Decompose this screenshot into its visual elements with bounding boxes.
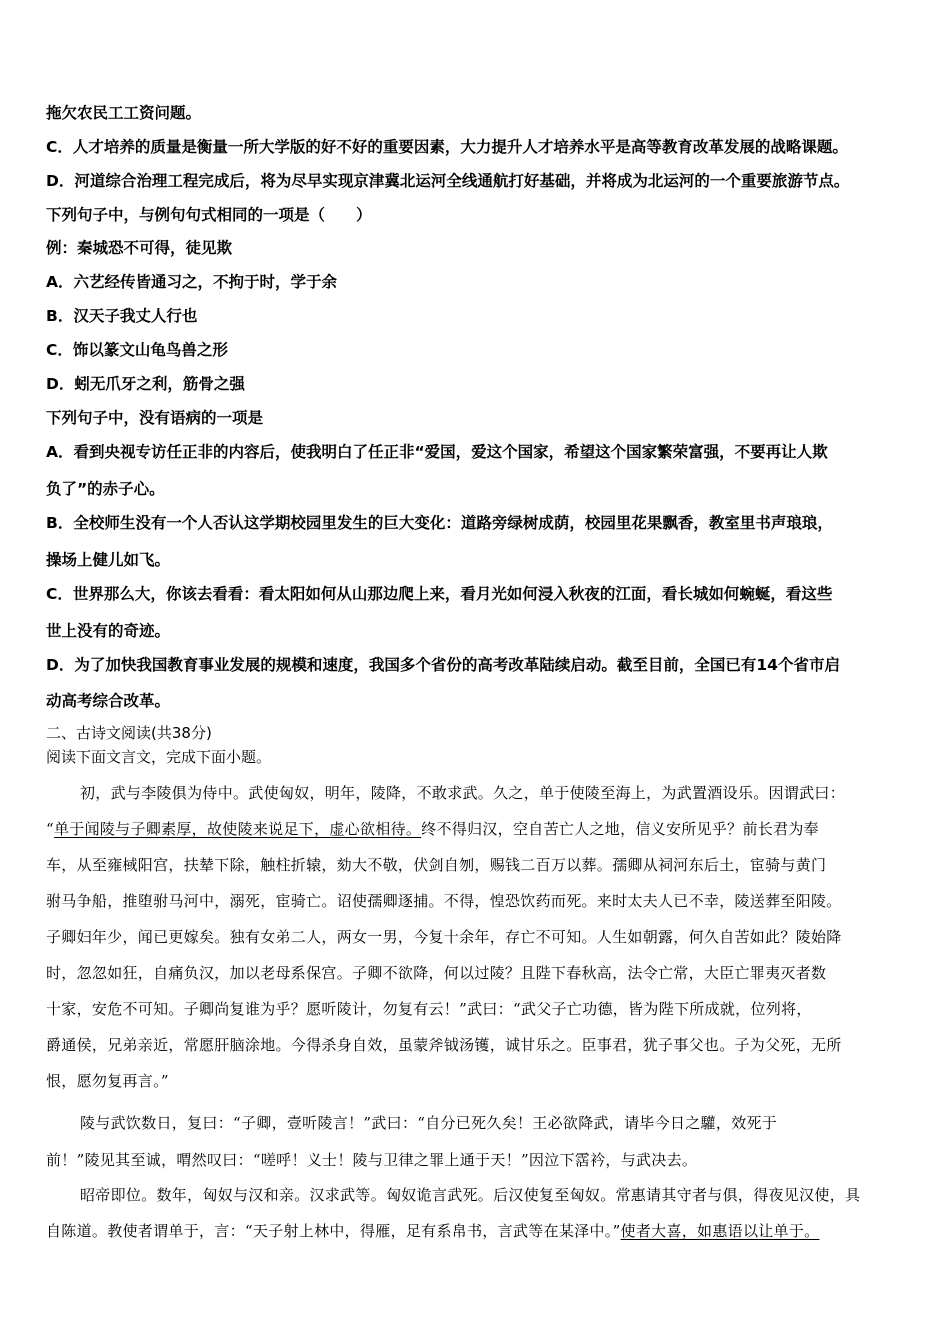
passage-text: 终不得归汉，空自苦亡人之地，信义安所见乎？前长君为奉	[421, 820, 819, 838]
text-line: 拖欠农民工工资问题。	[46, 104, 202, 122]
option-c-continued: 世上没有的奇迹。	[46, 622, 171, 640]
passage-line	[46, 819, 910, 839]
question-stem: 下列句子中，与例句句式相同的一项是（ ）	[46, 206, 372, 224]
passage-line: 子卿妇年少，闻已更嫁矣。独有女弟二人，两女一男，今复十余年，存亡不可知。人生如朝露，何久自苦如此？陵始降	[46, 928, 842, 946]
passage-line: 十家，安危不可知。子卿尚复谁为乎？愿听陵计，勿复有云！”武曰：“武父子亡功德，皆为陛下所成就，位列将，	[46, 1000, 812, 1018]
option-d-line: D．河道综合治理工程完成后，将为尽早实现京津冀北运河全线通航打好基础，并将成为北运河的一个重要旅游节点。	[46, 172, 850, 190]
option-d-line: D．为了加快我国教育事业发展的规模和速度，我国多个省份的高考改革陆续启动。截至目前，全国已有14个省市启	[46, 656, 840, 674]
passage-line: 陵与武饮数日，复曰：“子卿，壹听陵言！”武曰：“自分已死久矣！王必欲降武，请毕今日之驩，效死于	[80, 1114, 778, 1132]
passage-line	[46, 1221, 910, 1241]
passage-line: 时，忽忽如狂，自痛负汉，加以老母系保宫。子卿不欲降，何以过陵？且陛下春秋高，法令亡常，大臣亡罪夷灭者数	[46, 964, 827, 982]
option-d-continued: 动高考综合改革。	[46, 692, 171, 710]
passage-line: 爵通侯，兄弟亲近，常愿肝脑涂地。今得杀身自效，虽蒙斧钺汤镬，诚甘乐之。臣事君，犹子事父也。子为父死，无所	[46, 1036, 842, 1054]
passage-line: 车，从至雍棫阳宫，扶辇下除，触柱折辕，劾大不敬，伏剑自刎，赐钱二百万以葬。孺卿从祠河东后土，宦骑与黄门	[46, 856, 827, 874]
option-c-line: C．饰以篆文山龟鸟兽之形	[46, 341, 228, 359]
option-c-line: C．人才培养的质量是衡量一所大学版的好不好的重要因素，大力提升人才培养水平是高等教育改革发展的战略课题。	[46, 138, 848, 156]
option-b-continued: 操场上健儿如飞。	[46, 551, 171, 569]
passage-line: 初，武与李陵俱为侍中。武使匈奴，明年，陵降，不敢求武。久之，单于使陵至海上，为武置酒设乐。因谓武曰：	[80, 784, 846, 802]
option-b-line: B．汉天子我丈人行也	[46, 307, 198, 325]
option-a-line: A．六艺经传皆通习之，不拘于时，学于余	[46, 273, 337, 291]
section-heading: 二、古诗文阅读(共38分)	[46, 724, 212, 742]
underlined-sentence: 单于闻陵与子卿素厚，故使陵来说足下，虚心欲相待。	[53, 820, 422, 838]
underlined-sentence: 使者大喜，如惠语以让单于。	[620, 1222, 820, 1240]
option-d-line: D．蚓无爪牙之利，筋骨之强	[46, 375, 245, 393]
passage-line: 驸马争船，推堕驸马河中，溺死，宦骑亡。诏使孺卿逐捕。不得，惶恐饮药而死。来时太夫人已不幸，陵送葬至阳陵。	[46, 892, 842, 910]
passage-line: 前！”陵见其至诚，喟然叹曰：“嗟呼！义士！陵与卫律之罪上通于天！”因泣下霑衿，与武决去。	[46, 1151, 698, 1169]
option-a-line: A．看到央视专访任正非的内容后，使我明白了任正非“爱国，爱这个国家，希望这个国家繁荣富强，不要再让人欺	[46, 443, 828, 461]
quote-mark: “	[46, 820, 54, 838]
passage-line: 恨，愿勿复再言。”	[46, 1072, 169, 1090]
question-stem: 下列句子中，没有语病的一项是	[46, 409, 264, 427]
example-sentence: 例：秦城恐不可得，徒见欺	[46, 239, 233, 257]
option-a-continued: 负了”的赤子心。	[46, 480, 165, 498]
passage-text: 自陈道。教使者谓单于，言：“天子射上林中，得雁，足有系帛书，言武等在某泽中。”	[46, 1222, 621, 1240]
option-c-line: C．世界那么大，你该去看看：看太阳如何从山那边爬上来，看月光如何浸入秋夜的江面，看长城如何蜿蜒，看这些	[46, 585, 833, 603]
option-b-line: B．全校师生没有一个人否认这学期校园里发生的巨大变化：道路旁绿树成荫，校园里花果飘香，教室里书声琅琅，	[46, 514, 833, 532]
passage-line: 昭帝即位。数年，匈奴与汉和亲。汉求武等。匈奴诡言武死。后汉使复至匈奴。常惠请其守者与俱，得夜见汉使，具	[80, 1186, 861, 1204]
section-instruction: 阅读下面文言文，完成下面小题。	[46, 748, 272, 766]
